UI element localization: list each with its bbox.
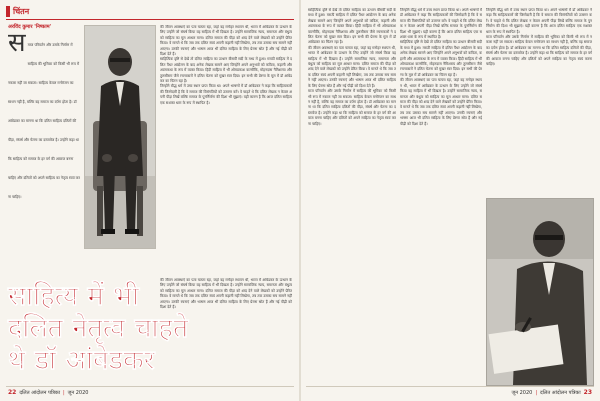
footer-rule-right bbox=[306, 386, 594, 387]
footer-separator: | bbox=[535, 389, 538, 396]
footer-rule-left bbox=[6, 386, 294, 387]
body-text-repeat-2: जिन्होंने बौद्ध धर्म में उच्च स्थान प्राप्त किया था। अपने भाषणों में डॉ आंबेडकर ने कहा कि साहित्यकारों की जिम्मेदारी है कि वे समाज की विसंगतियों को उजागर करें। वे चाहते थे कि दलित लेखक न केवल अपनी पीड़ा लिखें बल्कि समाज के पुनर्निर्माण की दिशा भी सुझाएं। यही कारण है कि आज दलित साहित्य एक सशक्त धारा के रूप में स्थापित है। bbox=[160, 84, 292, 105]
section-tab bbox=[6, 5, 29, 17]
section-rule bbox=[6, 19, 294, 20]
body-text-repeat-2: की जीवन अवस्थाएं का पता चलता रहा, जहां वह मनोहर स्थापन थी, भारत में आंबेडकर के उत्थान के लिए उन्होंने जो संघर्ष किया वह साहित्य में भी दिखता है। उन्होंने सामाजिक न्याय, समानता और बंधुत्व को साहित्य का मूल आधार माना। दलित समाज की पीड़ा को शब्द देने वाले लेखकों को उन्होंने प्रेरित किया। वे मानते थे कि जब तक दलित स्वयं अपनी कहानी नहीं लिखेगा, तब तक उसका सच सामने नहीं आएगा। उनकी रचनाएं और भाषण आज भी दलित साहित्य के लिए प्रेरणा स्रोत हैं और नई पीढ़ी को दिशा देते हैं। bbox=[400, 78, 482, 126]
section-marker bbox=[6, 6, 10, 17]
footer-separator: | bbox=[62, 389, 65, 396]
headline-line-1: साहित्य में भी bbox=[8, 281, 139, 312]
ambedkar-writing-photo bbox=[486, 198, 594, 386]
magazine-name: दलित आंदोलन पत्रिका bbox=[19, 389, 60, 396]
body-text-repeat: साहित्यिक दृष्टि से देखें तो दलित साहित्य का उत्थान बीसवीं सदी के मध्य में हुआ। मराठी साहित्य में दलित पैंथर आंदोलन के बाद अनेक लेखक सामने आए जिन्होंने अपने अनुभवों को कविता, कहानी और आत्मकथा के रूप में व्यक्त किया। हिंदी साहित्य में भी ओमप्रकाश वाल्मीकि, मोहनदास नैमिशराय और तुलसीराम जैसे रचनाकारों ने दलित चेतना को मुखर स्वर दिया। इन सभी की प्रेरणा के मूल में डॉ आंबेडकर का चिंतन रहा है। bbox=[160, 57, 292, 84]
headline-line-2: दलित नेतृत्व चाहते bbox=[8, 313, 189, 344]
body-column-5 bbox=[486, 8, 592, 194]
section-label: चिंतन bbox=[13, 6, 30, 16]
body-text: जिन्होंने बौद्ध धर्म में उच्च स्थान प्राप्त किया था। अपने भाषणों में डॉ आंबेडकर ने कहा कि साहित्यकारों की जिम्मेदारी है कि वे समाज की विसंगतियों को उजागर करें। वे चाहते थे कि दलित लेखक न केवल अपनी पीड़ा लिखें बल्कि समाज के पुनर्निर्माण की दिशा भी सुझाएं। यही कारण है कि आज दलित साहित्य एक सशक्त धारा के रूप में स्थापित है। bbox=[400, 8, 482, 40]
body-text-repeat: साहित्यिक दृष्टि से देखें तो दलित साहित्य का उत्थान बीसवीं सदी के मध्य में हुआ। मराठी साहित्य में दलित पैंथर आंदोलन के बाद अनेक लेखक सामने आए जिन्होंने अपने अनुभवों को कविता, कहानी और आत्मकथा के रूप में व्यक्त किया। हिंदी साहित्य में भी ओमप्रकाश वाल्मीकि, मोहनदास नैमिशराय और तुलसीराम जैसे रचनाकारों ने दलित चेतना को मुखर स्वर दिया। इन सभी की प्रेरणा के मूल में डॉ आंबेडकर का चिंतन रहा है। bbox=[400, 40, 482, 77]
body-text-repeat: की जीवन अवस्थाएं का पता चलता रहा, जहां वह मनोहर स्थापन थी, भारत में आंबेडकर के उत्थान के लिए उन्होंने जो संघर्ष किया वह साहित्य में भी दिखता है। उन्होंने सामाजिक न्याय, समानता और बंधुत्व को साहित्य का मूल आधार माना। दलित समाज की पीड़ा को शब्द देने वाले लेखकों को उन्होंने प्रेरित किया। वे मानते थे कि जब तक दलित स्वयं अपनी कहानी नहीं लिखेगा, तब तक उसका सच सामने नहीं आएगा। उनकी रचनाएं और भाषण आज भी दलित साहित्य के लिए प्रेरणा स्रोत हैं और नई पीढ़ी को दिशा देते हैं। bbox=[308, 45, 396, 88]
author-byline: अरविंद कुमार 'निष्काम' bbox=[8, 24, 52, 30]
body-text: साहित्यिक दृष्टि से देखें तो दलित साहित्य का उत्थान बीसवीं सदी के मध्य में हुआ। मराठी साहित्य में दलित पैंथर आंदोलन के बाद अनेक लेखक सामने आए जिन्होंने अपने अनुभवों को कविता, कहानी और आत्मकथा के रूप में व्यक्त किया। हिंदी साहित्य में भी ओमप्रकाश वाल्मीकि, मोहनदास नैमिशराय और तुलसीराम जैसे रचनाकारों ने दलित चेतना को मुखर स्वर दिया। इन सभी की प्रेरणा के मूल में डॉ आंबेडकर का चिंतन रहा है। bbox=[308, 8, 396, 45]
body-column-2 bbox=[160, 25, 292, 275]
body-text-repeat: माज परिवर्तन और उसके निर्माण में साहित्य की भूमिका को किसी भी रूप में नकारा नहीं जा सकता। साहित्य केवल मनोरंजन का साधन नहीं है, बल्कि वह समाज का दर्पण होता है। डॉ आंबेडकर का मानना था कि दलित साहित्य दलितों की पीड़ा, संघर्ष और चेतना का दस्तावेज है। उन्होंने कहा था कि साहित्य को समाज के हर वर्ग की आवाज बनना चाहिए और दलितों को अपने साहित्य का नेतृत्व स्वयं करना चाहिए। bbox=[486, 35, 592, 67]
body-text: की जीवन अवस्थाएं का पता चलता रहा, जहां वह मनोहर स्थापन थी, भारत में आंबेडकर के उत्थान के लिए उन्होंने जो संघर्ष किया वह साहित्य में भी दिखता है। उन्होंने सामाजिक न्याय, समानता और बंधुत्व को साहित्य का मूल आधार माना। दलित समाज की पीड़ा को शब्द देने वाले लेखकों को उन्होंने प्रेरित किया। वे मानते थे कि जब तक दलित स्वयं अपनी कहानी नहीं लिखेगा, तब तक उसका सच सामने नहीं आएगा। उनकी रचनाएं और भाषण आज भी दलित साहित्य के लिए प्रेरणा स्रोत हैं और नई पीढ़ी को दिशा देते हैं। bbox=[160, 278, 292, 310]
footer-right bbox=[512, 389, 592, 396]
body-column-4 bbox=[400, 8, 482, 382]
body-text-repeat-2: माज परिवर्तन और उसके निर्माण में साहित्य की भूमिका को किसी भी रूप में नकारा नहीं जा सकता। साहित्य केवल मनोरंजन का साधन नहीं है, बल्कि वह समाज का दर्पण होता है। डॉ आंबेडकर का मानना था कि दलित साहित्य दलितों की पीड़ा, संघर्ष और चेतना का दस्तावेज है। उन्होंने कहा था कि साहित्य को समाज के हर वर्ग की आवाज बनना चाहिए और दलितों को अपने साहित्य का नेतृत्व स्वयं करना चाहिए। bbox=[308, 89, 396, 126]
page-number-right: 23 bbox=[583, 389, 592, 396]
magazine-name: दलित आंदोलन पत्रिका bbox=[540, 389, 581, 396]
intro-text: माज परिवर्तन और उसके निर्माण में साहित्य की भूमिका को किसी भी रूप में नकारा नहीं जा सकता। साहित्य केवल मनोरंजन का साधन नहीं है, बल्कि वह समाज का दर्पण होता है। डॉ आंबेडकर का मानना था कि दलित साहित्य दलितों की पीड़ा, संघर्ष और चेतना का दस्तावेज है। उन्होंने कहा था कि साहित्य को समाज के हर वर्ग की आवाज बनना चाहिए और दलितों को अपने साहित्य का नेतृत्व स्वयं करना चाहिए। bbox=[8, 43, 80, 199]
body-column-3 bbox=[308, 8, 396, 382]
page-number-left: 22 bbox=[8, 389, 17, 396]
article-headline bbox=[8, 281, 276, 377]
footer-left bbox=[8, 389, 88, 396]
issue-date: जून 2020 bbox=[67, 389, 89, 396]
issue-date: जून 2020 bbox=[511, 389, 533, 396]
page-gutter bbox=[299, 0, 301, 401]
body-text: जिन्होंने बौद्ध धर्म में उच्च स्थान प्राप्त किया था। अपने भाषणों में डॉ आंबेडकर ने कहा कि साहित्यकारों की जिम्मेदारी है कि वे समाज की विसंगतियों को उजागर करें। वे चाहते थे कि दलित लेखक न केवल अपनी पीड़ा लिखें बल्कि समाज के पुनर्निर्माण की दिशा भी सुझाएं। यही कारण है कि आज दलित साहित्य एक सशक्त धारा के रूप में स्थापित है। bbox=[486, 8, 592, 34]
ambedkar-portrait-photo bbox=[84, 25, 156, 249]
body-text: की जीवन अवस्थाएं का पता चलता रहा, जहां वह मनोहर स्थापन थी, भारत में आंबेडकर के उत्थान के लिए उन्होंने जो संघर्ष किया वह साहित्य में भी दिखता है। उन्होंने सामाजिक न्याय, समानता और बंधुत्व को साहित्य का मूल आधार माना। दलित समाज की पीड़ा को शब्द देने वाले लेखकों को उन्होंने प्रेरित किया। वे मानते थे कि जब तक दलित स्वयं अपनी कहानी नहीं लिखेगा, तब तक उसका सच सामने नहीं आएगा। उनकी रचनाएं और भाषण आज भी दलित साहित्य के लिए प्रेरणा स्रोत हैं और नई पीढ़ी को दिशा देते हैं। bbox=[160, 25, 292, 57]
headline-line-3: थे डॉ आंबेडकर bbox=[8, 345, 155, 376]
dropcap-letter: स bbox=[8, 31, 26, 58]
intro-column bbox=[8, 31, 80, 276]
